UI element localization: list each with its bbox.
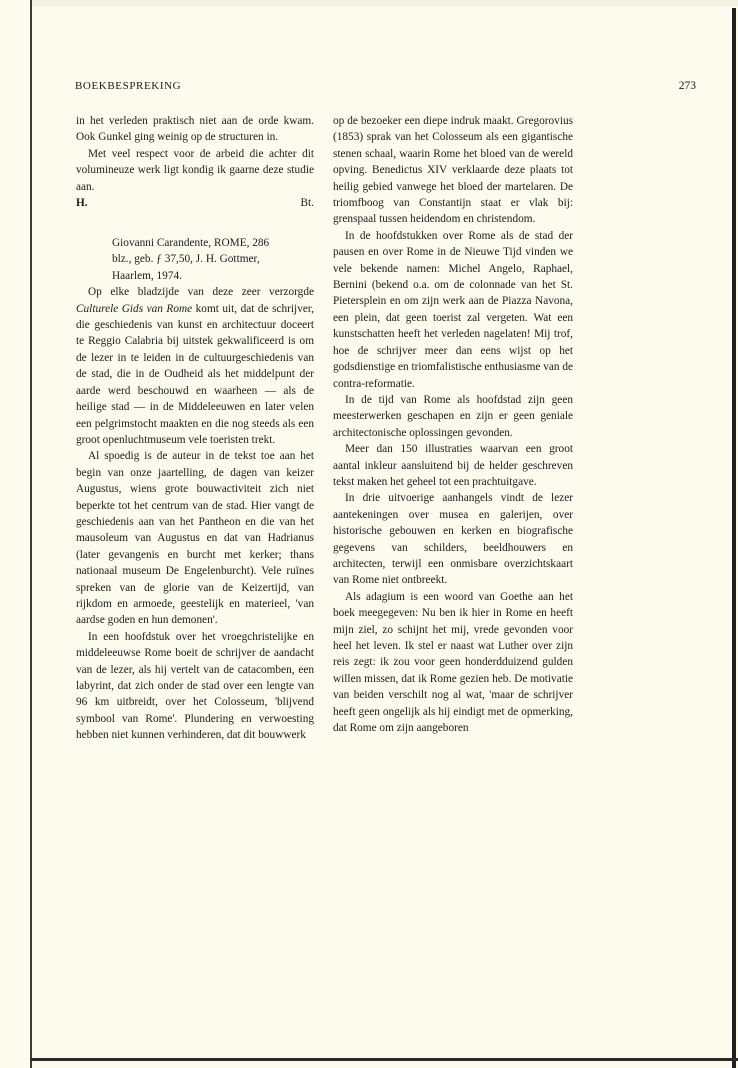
page-edge-bottom [30,1058,738,1061]
page-edge-top [30,0,738,6]
running-title: BOEKBESPREKING [75,80,182,92]
page-edge-right [732,8,736,1068]
right-column [333,113,573,736]
reference-line: Giovanni Carandente, ROME, 286 [112,237,270,250]
paragraph [76,284,314,448]
paragraph: Meer dan 150 illustraties waarvan een groot aantal inkleur aansluitend bij de helder geschreven tekst maken het geheel tot een prachtuitgave. [333,443,573,488]
paragraph: In drie uitvoerige aanhangels vindt de lezer aantekeningen over musea en galerijen, over historische gebouwen en kerken en biografische gegevens van schilders, beeldhouwers en architecten, terwijl een onmisbare overzichtskaart van Rome niet ontbreekt. [333,492,573,587]
text-run: Op elke bladzijde van deze zeer verzorgde [88,286,314,299]
paragraph: op de bezoeker een diepe indruk maakt. Gregorovius (1853) sprak van het Colosseum als een gigantische stenen schaal, waarin Rome het bloed van de wereld opving. Benedictus XIV verklaarde deze plaats tot heilig gebied vanwege het bloed der martelaren. De triomfboog van Constantijn staat er vlak bij: grenspaal tussen heidendom en christendom. [333,115,573,226]
book-reference [112,235,314,284]
signature-initial: H. [76,197,88,210]
paragraph: Als adagium is een woord van Goethe aan het boek meegegeven: Nu ben ik hier in Rome en heeft mijn ziel, zo schijnt het mij, vrede gevonden voor heel het leven. Ik stel er naast wat Luther over zijn reis zegt: ik zou voor geen honderdduizend gulden willen missen, dat ik Rome gezien heb. De motivatie van beiden verschilt nog al wat, 'maar de schrijver heeft geen ongelijk als hij eindigt met de opmerking, dat Rome om zijn aangeboren [333,590,573,735]
paragraph: Met veel respect voor de arbeid die achter dit volumineuze werk ligt kondig ik gaarne deze studie aan. [76,147,314,193]
paragraph: In een hoofdstuk over het vroegchristelijke en middeleeuwse Rome boeit de schrijver de aandacht van de lezer, als hij vertelt van de catacomben, een labyrint, dat zich onder de stad over een lengte van 96 km uitbreidt, over het Colosseum, 'blijvend symbool van Rome'. Plundering en verwoesting hebben niet kunnen verhinderen, dat dit bouwwerk [76,630,314,742]
paragraph: In de hoofdstukken over Rome als de stad der pausen en over Rome in de Nieuwe Tijd vinden we vele bekende namen: Michel Angelo, Raphael, Bernini (bekend o.a. om de colonnade van het St. Pietersplein en om zijn werk aan de Piazza Navona, een plein, dat geen toerist zal vergeten. Wat een kunstschatten heeft het verleden nagelaten! Mij trof, hoe de schrijver meer dan eens wijst op het godsdienstige en triomfalistische enthusiasme van de contra-reformatie. [333,229,574,390]
page-number: 273 [678,80,696,92]
running-head [75,80,696,92]
review-signature [76,195,314,212]
page-edge-left [30,0,32,1068]
reference-line: blz., geb. ƒ 37,50, J. H. Gottmer, [112,253,260,266]
left-column [76,113,314,744]
book-title-italic: Culturele Gids van Rome [76,302,193,315]
reference-line: Haarlem, 1974. [112,269,182,282]
paragraph: Al spoedig is de auteur in de tekst toe aan het begin van onze jaartelling, de dagen van keizer Augustus, wiens grote bouwactiviteit zich niet beperkte tot het centrum van de stad. Hier vangt de geschiedenis aan van het Pantheon en die van het mausoleum van Augustus en dat van Hadrianus (later gevangenis en burcht met kerker; thans nationaal museum De Engelenburcht). Vele ruïnes spreken van de glorie van de Keizertijd, van rijkdom en armoede, geestelijk en materieel, 'van aardse goden en hun demonen'. [76,450,314,627]
signature-abbrev: Bt. [300,197,314,210]
paragraph: In de tijd van Rome als hoofdstad zijn geen meesterwerken geschapen en zijn er geen geniale architectonische oplossingen gevonden. [333,393,573,439]
text-run: komt uit, dat de schrijver, die geschiedenis van kunst en architectuur doceert te Reggio Calabria bij uitstek gekwalificeerd is om de lezer in te leiden in de cultuurgeschiedenis van de stad, die in de Oudheid als het middelpunt der aarde werd beschouwd en waarheen — als de heilige stad — in de Middeleeuwen en later velen een pelgrimstocht maakten en die nog steeds als een groot openluchtmuseum vele toeristen trekt. [76,302,314,446]
paragraph: in het verleden praktisch niet aan de orde kwam. Ook Gunkel ging weinig op de structuren in. [76,115,314,144]
